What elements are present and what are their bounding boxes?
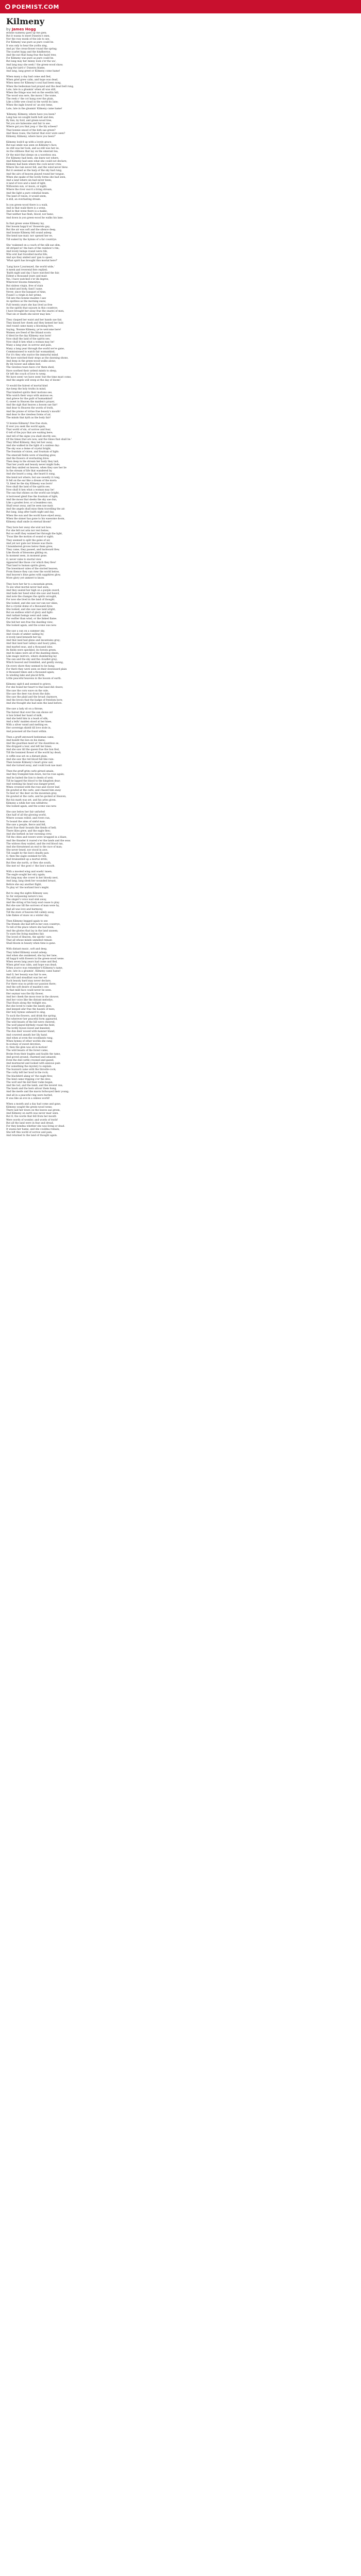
poem-body — [6, 32, 355, 2576]
poem-stanza: 'O bonnie Kilmeny! free frae stain, If ever you seek the world again, That world of sin, of sorrow and fear, O tell of the joys that are waiting here; And tell of the signs you shall shortly see; Of the times that are now, and the times that shall be.' They lifted Kilmeny, they led her away, And she walked in the light of a sunless day: The sky was a dome of crystal bright, The fountain of vision, and fountain of light: The emerald fields were of dazzling glow, And the flowers of everlasting blow. Then deep in the stream her body they laid, That her youth and beauty never might fade; And they smiled on heaven, when they saw her lie In the stream of life that wandered by. And she heard a song, she heard it sung, She kend not where; but sae sweetly it rung, It fell on the ear like a dream of the morn: 'O, blest be the day Kilmeny was born! Now shall the land of the spirits see, Now shall it ken what a woman may be! The sun that shines on the world sae bright, A borrowed gleid frae the fountain of light; And the moon that sleeks the sky sae dun, Like a gouden bow, or a beamless sun, Shall wear away, and be seen nae mair, And the angels shall miss them travelling the air. But lang, lang after baith night and day, When the sun and the world have elyed away; When the sinner has gone to his waesome doom, Kilmeny shall smile in eternal bloom!' — [6, 422, 72, 523]
poem-stanza: In yon green-wood there is a waik, And in that waik there is a wene, And in that wene there is a maike, That neither has flesh, blood, nor bane; And down in yon green-wood he walks his lane. — [6, 204, 63, 219]
poem-stanza: Then the gruff grim carle girned amain, And they trampled him down, but he rose again; And he baited the lion to deeds of weir, Till he lapped the blood to the kingdom dear; And weening his head was danger-preef, When crowned with the rose and clover leaf, He gowled at the carle, and chased him away To feed wi' the deer on the mountain gray. He gowled at the carle, and he gecked at Heaven, But his mark was set, and his arles given. Kilmeny a while her een withdrew; She looked again, and the scene was new. — [6, 770, 67, 808]
poem-stanza: They bore her away she wist not how, For she felt not arm nor rest below; But so swift they wained her through the light, 'Twas like the motion of sound or sight; They seemed to split the gales of air, And yet nor gale nor breeze was there. Unnumbered groves below them grew, They came, they passed, and backward flew, Like floods of blossoms gliding on, In moment seen, in moment gone. O, never vales to mortal view Appeared like those o'er which they flew! That land to human spirits given, The lowermost vales of the storied heaven; From thence they can view the world below, And heaven's blue gates with sapphires glow, More glory yet unmeet to know. — [6, 526, 63, 580]
poem-stanza: They bore her far to a mountain green, To see what mortal never had seen; And they seated her high on a purple sward, And bade her heed what she saw and heard, And note the changes the spirits wrought, For now she lived in the land of thought. She looked, and she saw nor sun nor skies, But a crystal dome of a thousand dyes: She looked, and she saw nae land aright, But an endless whirl of glory and light: And radiant beings went and came, Far swifter than wind, or the linked flame. She hid her een frae the dazzling view; She looked again, and the scene was new. — [6, 583, 60, 627]
poem-stanza: She 'wakened on a couch of the silk sae slim, All striped wi' the bars of the rainbow's rim; And lovely beings round were rife, Who erst had travelled mortal life; And aye they smiled and 'gan to speer, 'What spirit has brought this mortal here?' — [6, 244, 61, 263]
site-logo-text: POEMIST.COM — [12, 3, 59, 10]
poem-stanza: 'Lang have I journeyed, the world wide,' A meek and reverend fere replied; 'Baith night and day I have watched the fair, Eident a thousand years and mair. Yes, I have watched o'er ilk degree, Wherever blooms femenitye; But sinless virgin, free of stain In mind and body, fand I nane. Never, since the banquet of time, Found I a virgin in her prime, Till late this bonnie maiden I saw As spotless as the morning snaw; Full twenty years she has lived as free As the spirits that sojourn in this countrye: I have brought her away frae the snares of men, That sin or death she never may ken.' — [6, 265, 64, 316]
poem-stanza: Then a gruff untoward bedesman came, And hundit the lion on his dame; And the guardian maid wi' the dauntless ee, She dropped a tear, and left her knee; And she saw till the queen frae the lion fled, Till the bonniest flower of the world lay dead; A coffin was set on a distant plain, And she saw the red blood fall like rain: Then bonnie Kilmeny's heart grew sair, And she turned away, and could look nae mair. — [6, 736, 62, 768]
poem-stanza: 'O would the fairest of mortal kind Aye keep the holy truths in mind, That kindred spirits their motions see, Who watch their ways with anxious ee, And grieve for the guilt of humankind! O, sweet to Heaven the maiden's prayer, And the sigh that heaves a bosom sae fair! And dear to Heaven the words of truth, And the praise of virtue frae beauty's mouth! And dear to the viewless forms of air, The minds that kyth as the body fair! — [6, 385, 61, 419]
poem-stanza: Kilmeny look'd up with a lovely grace, But nae smile was seen on Kilmeny's face; As still was her look, and as still was her ee, As the stillness that lay on the emerant lea, Or the mist that sleeps on a waveless sea. For Kilmeny had been, she knew not where, And Kilmeny had seen what she could not declare; Kilmeny had been where the cock never crew, Where the rain never fell, and the wind never blew. But it seemed as the harp of the sky had rung, And the airs of heaven played round her tongue, When she spake of the lovely forms she had seen, And a land where sin had never been; A land of love and a land of light, Withouten sun, or moon, or night; Where the river swa'd a living stream, And the light a pure celestial beam: The land of vision, it would seem, A still, an everlasting dream. — [6, 141, 68, 201]
poem-stanza: She saw below her fair unfurled One half of all the glowing world, Where oceans rolled, and rivers ran, To bound the aims of sinful man. She saw a people, fierce and fell, Burst frae their bounds like fiends of hell; There lilies grew, and the eagle flew; And she herked on her ravening crew, Till the cities and towers were wrapped in a blaze, And the thunder it roared o'er the lands and the seas. The widows they wailed, and the red blood ran, And she threatened an end to the race of man; She never lened, nor stood in awe, Till caught by the lion's deadly paw. O, then the eagle swinked for life, And brainzelled up a mortal strife; But flew she north, or flew she south, She met wi' the gowl o' the lion's mouth. — [6, 811, 71, 868]
poem-stanza: 'Kilmeny, Kilmeny, where have you been? Lang hae we sought baith holt and den; By linn, by ford, and green-wood tree, Yet you are halesome and fair to see. Where gat you that joup o' the lily scheen? That bonnie snood of the birk sae green? And these roses, the fairest that ever were seen? Kilmeny, Kilmeny, where have you been?' — [6, 113, 65, 138]
poem-header — [6, 16, 355, 31]
poem-stanza: When many a day had come and fled, When grief grew calm, and hope was dead, When mess for Kilmeny's soul had been sung, When the bedesman had prayed and the dead bell rung, Late, late in a gloamin' when all was still, When the fringe was red on the westlin hill, The wood was sere, the moon i' the wane, The reek o' the cot hung over the plain, Like a little wee cloud in the world its lane; When the ingle lowed wi' an eiry leme, Late, late in the gloamin' Kilmeny came hame! — [6, 76, 74, 110]
author-link[interactable]: James Hogg — [11, 27, 36, 31]
poem-stanza: But to sing the sights Kilmeny saw, So far surpassing nature's law, The singer's voice wad sink away, And the string of his harp wad cease to play. But she saw till the sorrows of man were by, And all was love and harmony; Till the stars of heaven fell calmly away, Like flakes of snaw on a winter day. — [6, 892, 60, 917]
poem-stanza: Bonnie Kilmeny gaed up the glen; But it wasna to meet Duneira's men, Nor the rosy monk of the isle to see, For Kilmeny was pure as pure could be. It was only to hear the yorlin sing, And pu' the cress-flower round the spring; The scarlet hypp and the hindberrye, And the nut that hung frae the hazel tree; For Kilmeny was pure as pure could be. But lang may her minny look o'er the wa', And lang may she seek i' the green-wood shaw; Lang the laird o' Duneira blame, And lang, lang greet or Kilmeny come hame! — [6, 32, 63, 73]
poemist-logo-icon — [5, 4, 10, 9]
by-label: by — [6, 27, 11, 31]
poem-stanza: Then Kilmeny begged again to see The friends she had left in her own countrye, To tell of the place where she had been, And the glories that lay in the land unseen; To warn the living maidens fair, The loved of Heaven, the spirits' care, That all whose minds unmeled remain Shall bloom in beauty when time is gane. — [6, 920, 61, 945]
site-logo[interactable] — [5, 4, 59, 10]
poem-stanza: She saw a lady sit on a throne, The fairest that ever the sun shone on! A lion licked her hand of milk, And she held him in a leash of silk; And a leifu' maiden stood at her knee, With a silver wand and melting ee; Her sovereign shield till love stole in, And poisoned all the fount within. — [6, 708, 53, 733]
author-line — [6, 27, 355, 31]
poem-stanza: They clasped her waist and her hands sae fair, They kissed her cheek and they kemed her hair, And round came many a blooming fere, Saying, 'Bonnie Kilmeny, ye're welcome here! Women are freed of the littand scorn: O blest be the day Kilmeny was born! Now shall the land of the spirits see, Now shall it ken what a woman may be! Many a lang year, in sorrow and pain, Many a lang year through the world we've gane, Commissioned to watch fair womankind, For it's they who nurice the immortal mind. We have watched their steps as the dawning shone, And deep in the green-wood walks alone; By lily bower and silken bed, The viewless tears have o'er them shed; Have soothed their ardent minds to sleep, Or left the couch of love to weep. We have seen! we have seen! but the time must come, And the angels will weep at the day of doom! — [6, 319, 72, 382]
poem-stanza: With distant music, soft and deep, They lulled Kilmeny sound asleep; And when she awakened, she lay her lane, All happ'd with flowers in the green-wood wene. When seven lang years had come and fled, When grief was calm, and hope was dead; When scarce was remember'd Kilmeny's name, Late, late in a gloamin', Kilmeny came hame! And O, her beauty was fair to see, But still and steadfast was her ee! Such beauty bard may never declare, For there was no pride nor passion there; And the soft desire of maiden's een In that mild face could never be seen. Her seymar was the lily flower, And her cheek the moss-rose in the shower; And her voice like the distant melodye, That floats along the twilight sea. But she loved to raike the lanely glen, And keeped afar frae the haunts of men; Her holy hymns unheard to sing, To suck the flowers, and drink the spring. But wherever her peaceful form appeared, The wild beasts of the hill were cheered; The wolf played blythely round the field, The lordly byson lowed and kneeled; The dun deer wooed with manner bland, And cowered aneath her lily hand. And when at even the woodlands rung, When hymns of other worlds she sung In ecstasy of sweet devotion, O, then the glen was all in motion! The wild beasts of the forest came, Broke from their bughts and faulds the tame, And goved around, charmed and amazed; Even the dull cattle crooned and gazed, And murmured and looked with anxious pain For something the mystery to explain. The buzzard came with the throstle-cock; The corby left her houf in the rock; The blackbird alang wi' the eagle flew; The hind came tripping o'er the dew; The wolf and the kid their raike began, And the tod, and the lamb, and the leveret ran; The hawk and the hern attour them hung, And the merle and the mavis forhooyed their young; And all in a peaceful ring were hurled; It was like an eve in a sinless world! — [6, 948, 69, 1100]
poem-stanza: In that green wene Kilmeny lay, Her bosom happ'd wi' flowerets gay; But the air was soft and the silence deep, And bonnie Kilmeny fell sound asleep. She kend nae mair, nor opened her ee, Till waked by the hymns of a far countrye. — [6, 222, 57, 241]
poem-stanza: When a month and a day had come and gane, Kilmeny sought the green-wood wene; There laid her down on the leaves sae green, And Kilmeny on earth was never mair seen. But O, the words that fell from her mouth Were words of wonder, and words of truth! But all the land were in fear and dread, For they kendna whether she was living or dead. It wasna her hame, and she couldna remain; She left this world of sorrow and pain, And returned to the land of thought again. — [6, 1103, 65, 1138]
poem-stanza: She saw a sun on a summer sky, And clouds of amber sailing by; A lovely land beneath her lay, And that land had glens and mountains gray; And that land had valleys and hoary piles, And marled seas, and a thousand isles. Its fields were speckled, its forests green, And its lakes were all of the dazzling sheen, Like magic mirrors, where slumbering lay The sun and the sky and the cloudlet gray; Which heaved and trembled, and gently swung, On every shore they seemed to be hung; For there they were seen on their downward plain A thousand times and a thousand again; In winding lake and placid firth, Little peaceful heavens in the bosom of earth. — [6, 630, 67, 681]
poem-title: Kilmeny — [6, 16, 45, 26]
poem-stanza: With a mooted wing and waefu' maen, The eagle sought her eiry again; But lang may she cower in her bloody nest, And lang, lang sleek her wounded breast, Before she sey another flight, To play wi' the norland lion's might. — [6, 870, 58, 889]
poem-stanza: Kilmeny sigh'd and seemed to grieve, For she found her heart to that land did cleave; She saw the corn wave on the vale, She saw the deer run down the dale; She saw the plaid and the broad claymore, And the brows that the badge of freedom bore; And she thought she had seen the land before. — [6, 683, 63, 705]
site-header-bar — [0, 0, 361, 13]
